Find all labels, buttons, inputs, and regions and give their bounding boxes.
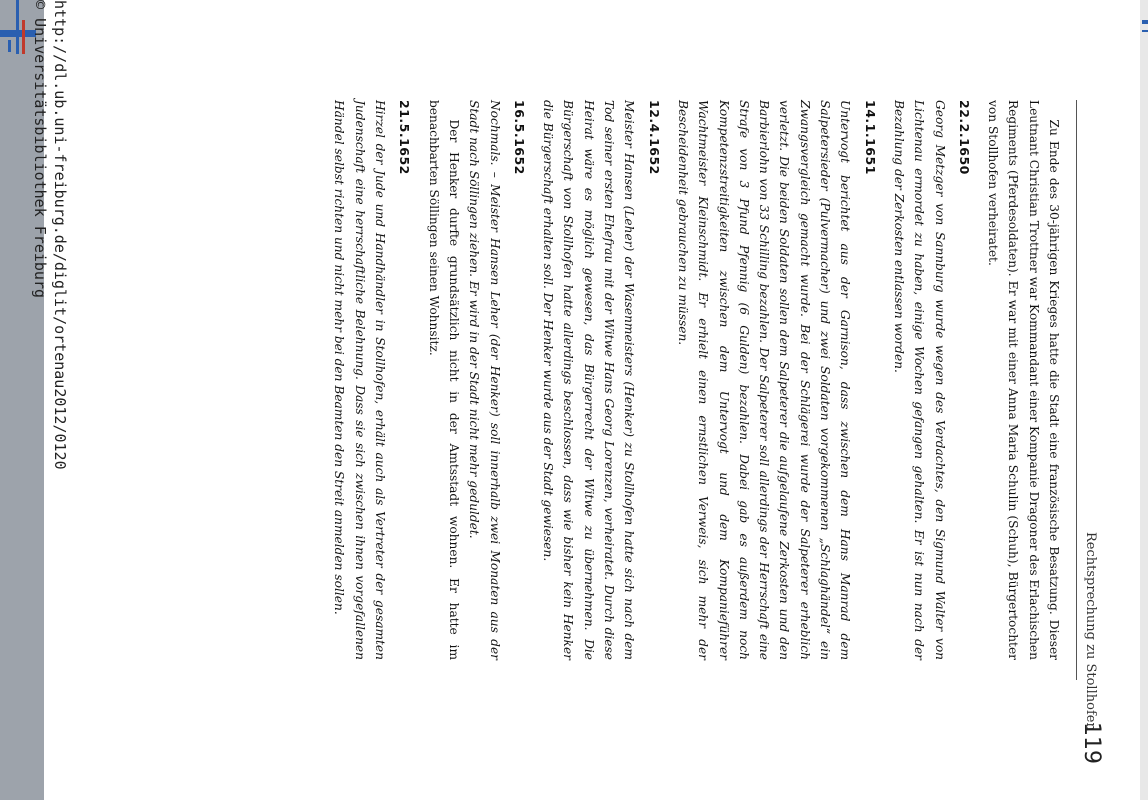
- viewer-right-edge: [1140, 0, 1148, 800]
- entry-paragraph: Nochmals. – Meister Hansen Leher (der Henker) soll innerhalb zwei Monaten aus der Stadt nach Söllingen ziehen. Er wird in der Stadt nicht mehr geduldet.: [467, 100, 502, 660]
- intro-paragraph: Zu Ende des 30-jährigen Krieges hatte die Stadt eine französische Besatzung. Dieser Leutnant Christian Trottner war Kommandant einer Kompanie Dragoner des Erlachischen Regiments (Pferdesoldaten). Er war mit einer Anna Maria Schulin (Schuh), Bürgertochter von Stollhofen verheiratet.: [986, 100, 1061, 660]
- footer-copyright: © Universitätsbibliothek Freiburg: [31, 0, 49, 299]
- page-number: 119: [1079, 722, 1104, 764]
- entry-date: 22.2.1650: [956, 100, 972, 175]
- entry-date: 21.5.1652: [397, 100, 413, 175]
- entry-date: 12.4.1652: [646, 100, 662, 175]
- entry-paragraph: Hirzel der Jude und Handhändler in Stollhofen, erhält auch als Vertreter der gesamten Judenschaft eine herrschaftliche Belehnung. Dass sie sich zwischen ihnen vorgefallenen Händel selbst richten und nicht mehr bei den Beamten den Streit anmelden sollen.: [332, 100, 388, 660]
- header-rule: [1076, 100, 1077, 680]
- entry-paragraph: Meister Hansen (Leher) der Wasenmeisters (Henker) zu Stollhofen hatte sich nach dem Tod seiner ersten Ehefrau mit der Witwe Hans Georg Lorenzen, verheiratet. Durch diese Heirat wäre es möglich gewesen, das Bürgerrecht der Witwe zu übernehmen. Die Bürgerschaft von Stollhofen hatte allerdings beschlossen, dass wie bisher kein Henker die Bürgerschaft erhalten soll. Der Henker wurde aus der Stadt gewiesen.: [541, 100, 637, 660]
- page-body: [329, 100, 1064, 660]
- entry-date: 14.1.1651: [862, 100, 878, 175]
- entry-date: 16.5.1652: [511, 100, 527, 175]
- entry-paragraph: Georg Metzger von Sannburg wurde wegen des Verdachtes, den Sigmund Walter von Lichtenau ermordet zu haben, einige Wochen gefangen gehalten. Er ist nun nach der Bezahlung der Zerkosten entlassen worden.: [891, 100, 947, 660]
- entry-paragraph: Untervogt berichtet aus der Garnison, dass zwischen dem Hans Manrad dem Salpetersieder (Pulvermacher) und zwei Soldaten vorgekommenen „Schlaghändel“ ein Zwangsvergleich gemacht wurde. Bei der Schlägerei wurde der Salpeterer erheblich verletzt. Die beiden Soldaten sollen dem Salpeterer die aufgelaufene Zerkosten und den Barbierlohn von 33 Schilling bezahlen. Der Salpeterer soll allerdings der Herrschaft eine Strafe von 3 Pfund Pfennig (6 Gulden) bezahlen. Dabei gab es außerdem noch Kompetenzstreitigkeiten zwischen dem Untervogt und dem Kompanieführer Wachtmeister Kleinschmidt. Er erhielt einen ernstlichen Verweis, sich mehr der Bescheidenheit gebrauchen zu müssen.: [675, 100, 853, 660]
- university-logo-icon: [1140, 0, 1148, 40]
- running-head: Rechtsprechung zu Stollhofen: [1083, 532, 1098, 731]
- footer-url-link[interactable]: http://dl.ub.uni-freiburg.de/diglit/ortenau2012/0120: [51, 0, 69, 470]
- page-header: [1074, 0, 1104, 800]
- scanned-page: [31, 0, 1140, 800]
- entry-paragraph: Der Henker durfte grundsätzlich nicht in der Amtsstadt wohnen. Er hatte im benachbarten Söllingen seinen Wohnsitz.: [426, 100, 461, 660]
